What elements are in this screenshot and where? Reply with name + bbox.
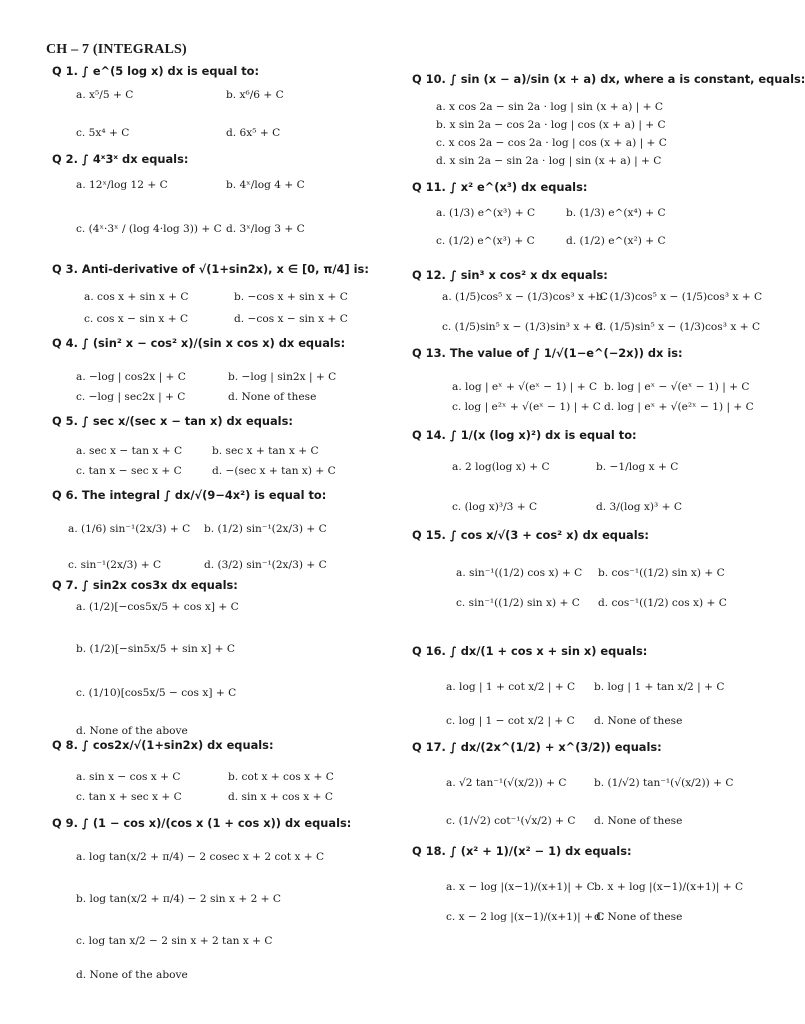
question-6 bbox=[52, 488, 382, 571]
option-d[interactable]: d. None of these bbox=[594, 815, 683, 827]
option-b[interactable]: b. (1/3)cos⁵ x − (1/5)cos³ x + C bbox=[596, 291, 763, 303]
option-a[interactable]: a. log | eˣ + √(eˣ − 1) | + C bbox=[452, 381, 598, 393]
option-c[interactable]: c. sin⁻¹((1/2) sin x) + C bbox=[456, 597, 580, 609]
question-stem: ∫ dx/(2x^(1/2) + x^(3/2)) equals: bbox=[449, 740, 662, 754]
option-a[interactable]: a. sin x − cos x + C bbox=[76, 771, 181, 783]
question-number: Q 18. bbox=[412, 844, 446, 858]
option-b[interactable]: b. (1/2)[−sin5x/5 + sin x] + C bbox=[76, 643, 235, 655]
option-b[interactable]: b. −log | sin2x | + C bbox=[228, 371, 337, 383]
question-stem: ∫ (sin² x − cos² x)/(sin x cos x) dx equals: bbox=[81, 336, 346, 350]
question-9 bbox=[52, 816, 382, 981]
option-d[interactable]: d. sin x + cos x + C bbox=[228, 791, 333, 803]
question-15 bbox=[412, 528, 747, 609]
question-number: Q 13. bbox=[412, 346, 446, 360]
question-number: Q 9. bbox=[52, 816, 78, 830]
option-a[interactable]: a. x − log |(x−1)/(x+1)| + C bbox=[446, 881, 595, 893]
question-2 bbox=[52, 152, 382, 235]
option-b[interactable]: b. cos⁻¹((1/2) sin x) + C bbox=[598, 567, 725, 579]
option-c[interactable]: c. 5x⁴ + C bbox=[76, 127, 130, 139]
option-c[interactable]: c. (4ˣ·3ˣ / (log 4·log 3)) + C bbox=[76, 223, 222, 235]
question-number: Q 7. bbox=[52, 578, 78, 592]
question-12 bbox=[412, 268, 763, 333]
option-d[interactable]: d. None of these bbox=[594, 715, 683, 727]
question-number: Q 3. bbox=[52, 262, 78, 276]
question-stem: ∫ sin³ x cos² x dx equals: bbox=[449, 268, 608, 282]
option-b[interactable]: b. log tan(x/2 + π/4) − 2 sin x + 2 + C bbox=[76, 893, 282, 905]
question-stem: ∫ (x² + 1)/(x² − 1) dx equals: bbox=[449, 844, 632, 858]
option-c[interactable]: c. (1/10)[cos5x/5 − cos x] + C bbox=[76, 687, 237, 699]
option-d[interactable]: d. (3/2) sin⁻¹(2x/3) + C bbox=[204, 559, 327, 571]
question-8 bbox=[52, 738, 382, 803]
option-b[interactable]: b. cot x + cos x + C bbox=[228, 771, 334, 783]
option-a[interactable]: a. (1/6) sin⁻¹(2x/3) + C bbox=[68, 523, 191, 535]
question-stem: Anti-derivative of √(1+sin2x), x ∈ [0, π/4] is: bbox=[81, 262, 369, 276]
question-number: Q 16. bbox=[412, 644, 446, 658]
question-number: Q 14. bbox=[412, 428, 446, 442]
option-a[interactable]: a. x cos 2a − sin 2a · log | sin (x + a) | + C bbox=[436, 101, 664, 113]
question-number: Q 15. bbox=[412, 528, 446, 542]
option-b[interactable]: b. log | 1 + tan x/2 | + C bbox=[594, 681, 725, 693]
option-b[interactable]: b. 4ˣ/log 4 + C bbox=[226, 179, 305, 191]
option-d[interactable]: d. None of the above bbox=[76, 725, 188, 737]
option-a[interactable]: a. x⁵/5 + C bbox=[76, 89, 134, 101]
question-number: Q 5. bbox=[52, 414, 78, 428]
option-c[interactable]: c. x cos 2a − cos 2a · log | cos (x + a) | + C bbox=[436, 137, 667, 149]
question-5 bbox=[52, 414, 382, 477]
option-c[interactable]: c. (log x)³/3 + C bbox=[452, 501, 538, 513]
question-number: Q 1. bbox=[52, 64, 78, 78]
question-13 bbox=[412, 346, 754, 413]
question-14 bbox=[412, 428, 747, 513]
option-d[interactable]: d. 3/(log x)³ + C bbox=[596, 501, 682, 513]
option-a[interactable]: a. cos x + sin x + C bbox=[84, 291, 189, 303]
option-a[interactable]: a. (1/2)[−cos5x/5 + cos x] + C bbox=[76, 601, 239, 613]
question-stem: ∫ sin2x cos3x dx equals: bbox=[81, 578, 238, 592]
question-1 bbox=[52, 64, 382, 139]
question-stem: ∫ x² e^(x³) dx equals: bbox=[449, 180, 588, 194]
option-d[interactable]: d. (1/2) e^(x²) + C bbox=[566, 235, 666, 247]
question-number: Q 4. bbox=[52, 336, 78, 350]
option-b[interactable]: b. −1/log x + C bbox=[596, 461, 679, 473]
option-d[interactable]: d. log | eˣ + √(e²ˣ − 1) | + C bbox=[604, 401, 754, 413]
option-c[interactable]: c. (1/√2) cot⁻¹(√x/2) + C bbox=[446, 815, 576, 827]
option-a[interactable]: a. (1/3) e^(x³) + C bbox=[436, 207, 536, 219]
option-d[interactable]: d. None of the above bbox=[76, 969, 188, 981]
option-d[interactable]: d. (1/5)sin⁵ x − (1/3)cos³ x + C bbox=[596, 321, 761, 333]
option-a[interactable]: a. log | 1 + cot x/2 | + C bbox=[446, 681, 576, 693]
option-c[interactable]: c. (1/5)sin⁵ x − (1/3)sin³ x + C bbox=[442, 321, 604, 333]
option-d[interactable]: d. None of these bbox=[228, 391, 317, 403]
question-stem: ∫ (1 − cos x)/(cos x (1 + cos x)) dx equals: bbox=[81, 816, 352, 830]
option-b[interactable]: b. x⁶/6 + C bbox=[226, 89, 284, 101]
question-stem: ∫ 1/(x (log x)²) dx is equal to: bbox=[449, 428, 637, 442]
question-stem: The integral ∫ dx/√(9−4x²) is equal to: bbox=[81, 488, 327, 502]
option-a[interactable]: a. sin⁻¹((1/2) cos x) + C bbox=[456, 567, 583, 579]
option-a[interactable]: a. log tan(x/2 + π/4) − 2 cosec x + 2 cot x + C bbox=[76, 851, 325, 863]
question-stem: ∫ cos x/√(3 + cos² x) dx equals: bbox=[449, 528, 649, 542]
option-b[interactable]: b. x sin 2a − cos 2a · log | cos (x + a) | + C bbox=[436, 119, 666, 131]
option-c[interactable]: c. log | e²ˣ + √(eˣ − 1) | + C bbox=[452, 401, 601, 413]
option-c[interactable]: c. tan x + sec x + C bbox=[76, 791, 182, 803]
question-17 bbox=[412, 740, 747, 827]
question-number: Q 11. bbox=[412, 180, 446, 194]
option-d[interactable]: d. 6x⁵ + C bbox=[226, 127, 281, 139]
question-11 bbox=[412, 180, 747, 247]
question-7 bbox=[52, 578, 382, 737]
option-a[interactable]: a. 12ˣ/log 12 + C bbox=[76, 179, 168, 191]
question-number: Q 17. bbox=[412, 740, 446, 754]
question-number: Q 8. bbox=[52, 738, 78, 752]
option-a[interactable]: a. −log | cos2x | + C bbox=[76, 371, 186, 383]
option-d[interactable]: d. x sin 2a − sin 2a · log | sin (x + a) | + C bbox=[436, 155, 662, 167]
question-stem: The value of ∫ 1/√(1−e^(−2x)) dx is: bbox=[449, 346, 683, 360]
option-a[interactable]: a. (1/5)cos⁵ x − (1/3)cos³ x + C bbox=[442, 291, 608, 303]
option-c[interactable]: c. (1/2) e^(x³) + C bbox=[436, 235, 535, 247]
option-a[interactable]: a. √2 tan⁻¹(√(x/2)) + C bbox=[446, 777, 567, 789]
option-b[interactable]: b. (1/3) e^(x⁴) + C bbox=[566, 207, 666, 219]
question-4 bbox=[52, 336, 382, 403]
question-16 bbox=[412, 644, 747, 727]
option-c[interactable]: c. log tan x/2 − 2 sin x + 2 tan x + C bbox=[76, 935, 273, 947]
option-b[interactable]: b. sec x + tan x + C bbox=[212, 445, 319, 457]
question-number: Q 6. bbox=[52, 488, 78, 502]
option-c[interactable]: c. −log | sec2x | + C bbox=[76, 391, 186, 403]
question-number: Q 12. bbox=[412, 268, 446, 282]
question-stem: ∫ e^(5 log x) dx is equal to: bbox=[81, 64, 260, 78]
option-d[interactable]: d. cos⁻¹((1/2) cos x) + C bbox=[598, 597, 727, 609]
page-title: CH – 7 (INTEGRALS) bbox=[46, 42, 187, 57]
question-stem: ∫ dx/(1 + cos x + sin x) equals: bbox=[449, 644, 648, 658]
option-b[interactable]: b. −cos x + sin x + C bbox=[234, 291, 348, 303]
question-stem: ∫ sec x/(sec x − tan x) dx equals: bbox=[81, 414, 293, 428]
option-c[interactable]: c. sin⁻¹(2x/3) + C bbox=[68, 559, 162, 571]
question-18 bbox=[412, 844, 747, 923]
option-d[interactable]: d. None of these bbox=[594, 911, 683, 923]
question-stem: ∫ cos2x/√(1+sin2x) dx equals: bbox=[81, 738, 274, 752]
option-a[interactable]: a. sec x − tan x + C bbox=[76, 445, 183, 457]
question-3 bbox=[52, 262, 382, 325]
option-c[interactable]: c. tan x − sec x + C bbox=[76, 465, 182, 477]
option-d[interactable]: d. 3ˣ/log 3 + C bbox=[226, 223, 305, 235]
question-stem: ∫ sin (x − a)/sin (x + a) dx, where a is constant, equals: bbox=[449, 72, 805, 86]
option-d[interactable]: d. −(sec x + tan x) + C bbox=[212, 465, 336, 477]
option-d[interactable]: d. −cos x − sin x + C bbox=[234, 313, 348, 325]
option-c[interactable]: c. cos x − sin x + C bbox=[84, 313, 189, 325]
option-b[interactable]: b. (1/2) sin⁻¹(2x/3) + C bbox=[204, 523, 327, 535]
option-b[interactable]: b. x + log |(x−1)/(x+1)| + C bbox=[594, 881, 744, 893]
question-number: Q 2. bbox=[52, 152, 78, 166]
question-10 bbox=[412, 72, 805, 167]
option-b[interactable]: b. log | eˣ − √(eˣ − 1) | + C bbox=[604, 381, 750, 393]
option-b[interactable]: b. (1/√2) tan⁻¹(√(x/2)) + C bbox=[594, 777, 734, 789]
question-number: Q 10. bbox=[412, 72, 446, 86]
option-c[interactable]: c. x − 2 log |(x−1)/(x+1)| + C bbox=[446, 911, 605, 923]
option-a[interactable]: a. 2 log(log x) + C bbox=[452, 461, 550, 473]
question-stem: ∫ 4ˣ3ˣ dx equals: bbox=[81, 152, 189, 166]
option-c[interactable]: c. log | 1 − cot x/2 | + C bbox=[446, 715, 575, 727]
